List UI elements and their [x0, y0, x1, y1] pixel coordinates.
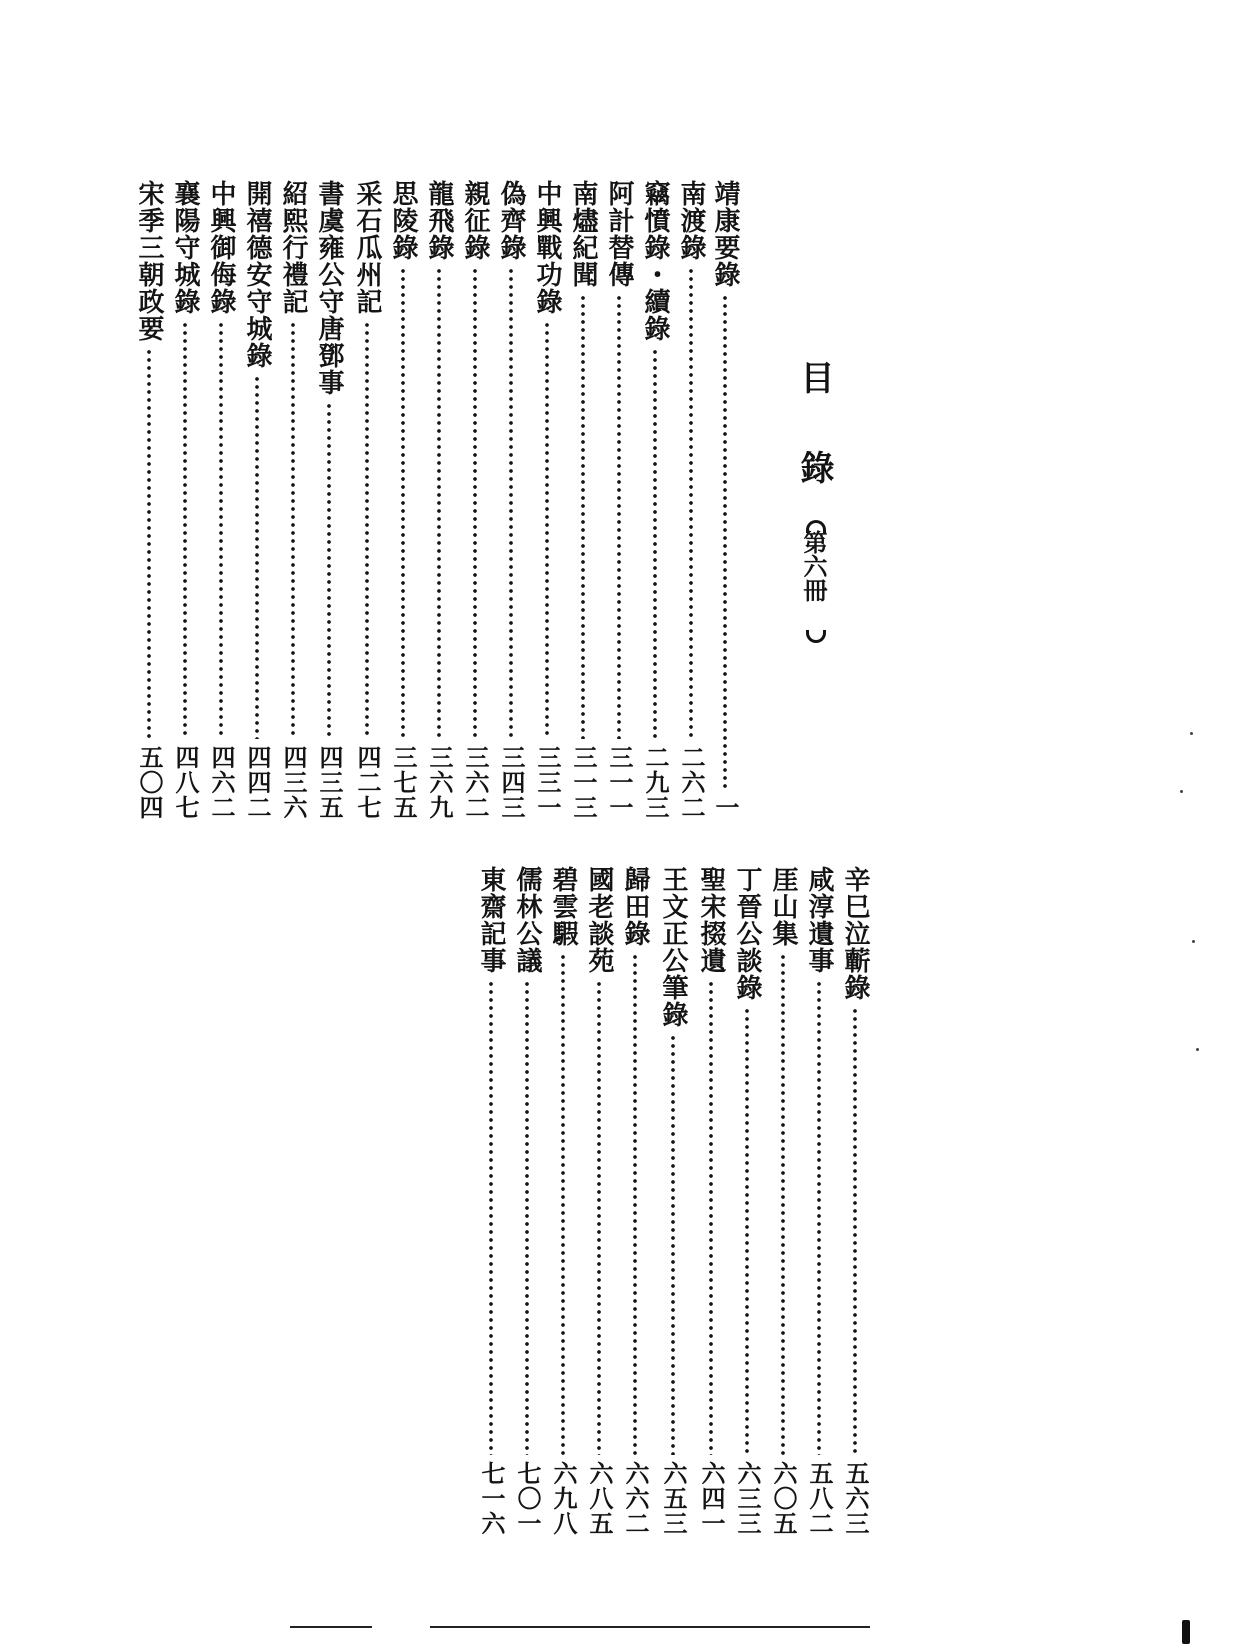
- entry-title: 碧雲騢: [548, 866, 578, 947]
- dot-leader: [671, 1034, 675, 1455]
- dot-leader: [597, 980, 601, 1455]
- entry-title: 采石瓜州記: [352, 180, 382, 315]
- dot-leader: [581, 294, 585, 739]
- toc-entry: [566, 180, 600, 820]
- toc-entry: [582, 866, 616, 1536]
- entry-title: 中興御侮錄: [206, 180, 236, 315]
- dot-leader: [147, 348, 151, 739]
- dot-leader: [653, 348, 657, 739]
- entry-page: 六九八: [549, 1461, 578, 1536]
- toc-entry: [802, 866, 836, 1536]
- entry-title: 宋季三朝政要: [134, 180, 164, 342]
- toc-entry: [474, 866, 508, 1536]
- entry-page: 三六九: [425, 745, 454, 820]
- toc-entry: [494, 180, 528, 820]
- entry-page: 六六二: [621, 1461, 650, 1536]
- entry-page: 三六二: [461, 745, 490, 820]
- entry-title: 竊憤錄・續錄: [640, 180, 670, 342]
- dot-leader: [219, 321, 223, 739]
- toc-entry: [730, 866, 764, 1536]
- dot-leader: [525, 980, 529, 1455]
- dot-leader: [183, 321, 187, 739]
- scan-speck: [1196, 1048, 1199, 1051]
- footer-rule-main: [430, 1626, 870, 1628]
- toc-entry: [674, 180, 708, 820]
- dot-leader: [617, 294, 621, 739]
- dot-leader: [291, 321, 295, 739]
- dot-leader: [255, 375, 259, 739]
- entry-page: 六三三: [733, 1461, 762, 1536]
- dot-leader: [561, 953, 565, 1455]
- entry-title: 王文正公筆錄: [658, 866, 688, 1028]
- entry-page: 七〇一: [513, 1461, 542, 1536]
- toc-entry: [386, 180, 420, 820]
- dot-leader: [489, 980, 493, 1455]
- entry-title: 南渡錄: [676, 180, 706, 261]
- entry-page: 四三五: [315, 745, 344, 820]
- entry-page: 三一一: [605, 745, 634, 820]
- entry-title: 咸淳遺事: [804, 866, 834, 974]
- volume-label: 第六冊: [799, 530, 828, 602]
- toc-entry: [276, 180, 310, 820]
- entry-title: 龍飛錄: [424, 180, 454, 261]
- toc-entry: [168, 180, 202, 820]
- dot-leader: [509, 267, 513, 739]
- toc-entry: [708, 180, 742, 820]
- dot-leader: [745, 1007, 749, 1455]
- entry-title: 厓山集: [768, 866, 798, 947]
- heading-char-lu: 錄: [794, 450, 834, 484]
- entry-title: 辛巳泣蘄錄: [840, 866, 870, 1001]
- scan-speck: [1192, 940, 1195, 943]
- entry-title: 書虞雍公守唐鄧事: [314, 180, 344, 396]
- toc-entry: [638, 180, 672, 820]
- toc-entry: [312, 180, 346, 820]
- entry-title: 國老談苑: [584, 866, 614, 974]
- entry-page: 四六二: [207, 745, 236, 820]
- dot-leader: [473, 267, 477, 739]
- entry-page: 五〇四: [135, 745, 164, 820]
- dot-leader: [633, 953, 637, 1455]
- dot-leader: [545, 321, 549, 739]
- entry-title: 靖康要錄: [710, 180, 740, 288]
- dot-leader: [781, 953, 785, 1455]
- entry-title: 親征錄: [460, 180, 490, 261]
- entry-page: 五八二: [805, 1461, 834, 1536]
- toc-entry: [240, 180, 274, 820]
- edge-mark: [1182, 1620, 1190, 1644]
- heading-char-mu: 目: [794, 360, 834, 394]
- entry-title: 襄陽守城錄: [170, 180, 200, 315]
- dot-leader: [853, 1007, 857, 1455]
- toc-entry: [458, 180, 492, 820]
- toc-entry: [602, 180, 636, 820]
- dot-leader: [401, 267, 405, 739]
- toc-entry: [618, 866, 652, 1536]
- entry-page: 六八五: [585, 1461, 614, 1536]
- entry-page: 四三六: [279, 745, 308, 820]
- dot-leader: [817, 980, 821, 1455]
- entry-title: 開禧德安守城錄: [242, 180, 272, 369]
- toc-entry: [766, 866, 800, 1536]
- toc-entry: [656, 866, 690, 1536]
- entry-title: 思陵錄: [388, 180, 418, 261]
- entry-page: 三七五: [389, 745, 418, 820]
- toc-entry: [350, 180, 384, 820]
- entry-page: 四四二: [243, 745, 272, 820]
- entry-page: 三一三: [569, 745, 598, 820]
- dot-leader: [723, 294, 727, 789]
- scan-speck: [1180, 790, 1183, 793]
- dot-leader: [437, 267, 441, 739]
- entry-page: 六五三: [659, 1461, 688, 1536]
- entry-page: 一: [711, 795, 740, 820]
- entry-page: 三四三: [497, 745, 526, 820]
- entry-title: 南燼紀聞: [568, 180, 598, 288]
- entry-title: 阿計替傳: [604, 180, 634, 288]
- entry-page: 四八七: [171, 745, 200, 820]
- entry-page: 七一六: [477, 1461, 506, 1536]
- entry-page: 二六二: [677, 745, 706, 820]
- toc-entry: [132, 180, 166, 820]
- scan-speck: [1190, 732, 1193, 735]
- entry-page: 二九三: [641, 745, 670, 820]
- dot-leader: [709, 980, 713, 1455]
- entry-title: 東齋記事: [476, 866, 506, 974]
- toc-entry: [546, 866, 580, 1536]
- toc-entry: [510, 866, 544, 1536]
- toc-entry: [530, 180, 564, 820]
- dot-leader: [689, 267, 693, 739]
- entry-page: 三三一: [533, 745, 562, 820]
- paren-close: [806, 630, 826, 643]
- entry-title: 紹熙行禮記: [278, 180, 308, 315]
- entry-title: 偽齊錄: [496, 180, 526, 261]
- entry-title: 歸田錄: [620, 866, 650, 947]
- toc-entry: [838, 866, 872, 1536]
- toc-entry: [204, 180, 238, 820]
- entry-page: 六〇五: [769, 1461, 798, 1536]
- dot-leader: [327, 402, 331, 739]
- footer-rule-left: [290, 1626, 372, 1628]
- entry-title: 中興戰功錄: [532, 180, 562, 315]
- entry-page: 五六三: [841, 1461, 870, 1536]
- entry-page: 六四一: [697, 1461, 726, 1536]
- dot-leader: [365, 321, 369, 739]
- toc-entry: [694, 866, 728, 1536]
- entry-page: 四二七: [353, 745, 382, 820]
- toc-entry: [422, 180, 456, 820]
- entry-title: 聖宋掇遺: [696, 866, 726, 974]
- entry-title: 丁晉公談錄: [732, 866, 762, 1001]
- entry-title: 儒林公議: [512, 866, 542, 974]
